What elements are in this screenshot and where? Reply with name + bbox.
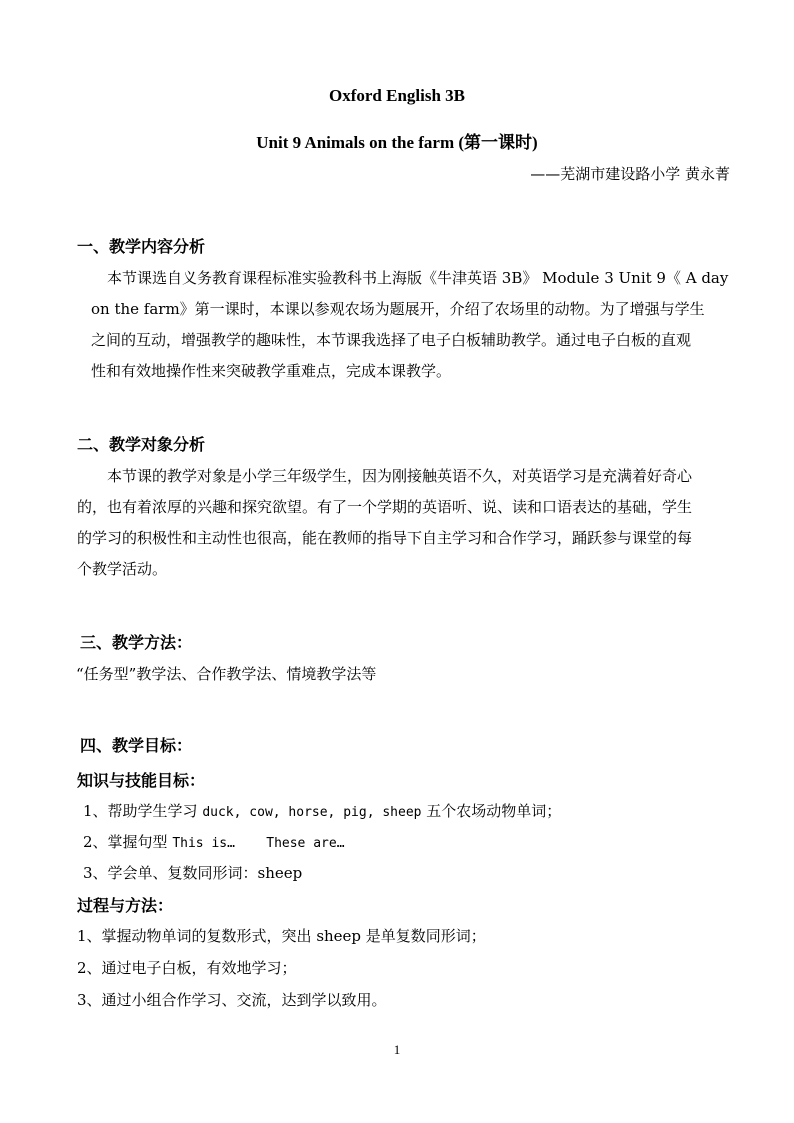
objective-text: 1、帮助学生学习 bbox=[83, 802, 198, 820]
animal-words: duck, cow, horse, pig, sheep bbox=[202, 805, 422, 820]
process-methods-heading: 过程与方法： bbox=[77, 896, 174, 915]
process-item-2: 2、通过电子白板，有效地学习； bbox=[77, 959, 297, 977]
sentence-patterns: This is… These are… bbox=[172, 836, 345, 851]
paragraph-line: 本节课选自义务教育课程标准实验教科书上海版《牛津英语 3B》 Module 3 Unit 9《 A day bbox=[107, 269, 729, 287]
objective-item-1 bbox=[83, 800, 561, 821]
section2-heading: 二、教学对象分析 bbox=[77, 435, 206, 454]
knowledge-skills-heading: 知识与技能目标： bbox=[77, 771, 206, 790]
section3-heading: 三、教学方法： bbox=[80, 633, 193, 652]
section4-heading: 四、教学目标： bbox=[80, 736, 193, 755]
objective-item-3: 3、学会单、复数同形词：sheep bbox=[83, 864, 303, 882]
objective-text: 五个农场动物单词； bbox=[426, 802, 562, 820]
paragraph-line: 性和有效地操作性来突破教学重难点，完成本课教学。 bbox=[91, 362, 452, 380]
unit-title: Unit 9 Animals on the farm (第一课时) bbox=[256, 133, 538, 152]
teaching-methods-text: “任务型”教学法、合作教学法、情境教学法等 bbox=[76, 665, 377, 683]
section1-heading: 一、教学内容分析 bbox=[77, 237, 206, 256]
paragraph-line: 个教学活动。 bbox=[77, 560, 168, 578]
section1-paragraph bbox=[77, 263, 733, 387]
page-number: 1 bbox=[393, 1042, 401, 1057]
process-item-3: 3、通过小组合作学习、交流，达到学以致用。 bbox=[77, 991, 387, 1009]
paragraph-line: 的，也有着浓厚的兴趣和探究欲望。有了一个学期的英语听、说、读和口语表达的基础，学生 bbox=[77, 498, 693, 516]
document-title: Oxford English 3B bbox=[328, 86, 466, 105]
paragraph-line: 之间的互动，增强教学的趣味性，本节课我选择了电子白板辅助教学。通过电子白板的直观 bbox=[91, 331, 692, 349]
paragraph-line: 本节课的教学对象是小学三年级学生，因为刚接触英语不久，对英语学习是充满着好奇心 bbox=[107, 467, 693, 485]
author-line: ——芜湖市建设路小学 黄永菁 bbox=[530, 165, 730, 183]
objective-item-2 bbox=[83, 831, 345, 852]
objective-text: 2、掌握句型 bbox=[83, 833, 168, 851]
paragraph-line: on the farm》第一课时，本课以参观农场为题展开，介绍了农场里的动物。为了增强与学生 bbox=[91, 300, 705, 318]
section2-paragraph bbox=[77, 461, 733, 585]
process-item-1: 1、掌握动物单词的复数形式，突出 sheep 是单复数同形词； bbox=[77, 927, 486, 945]
paragraph-line: 的学习的积极性和主动性也很高，能在教师的指导下自主学习和合作学习，踊跃参与课堂的每 bbox=[77, 529, 693, 547]
